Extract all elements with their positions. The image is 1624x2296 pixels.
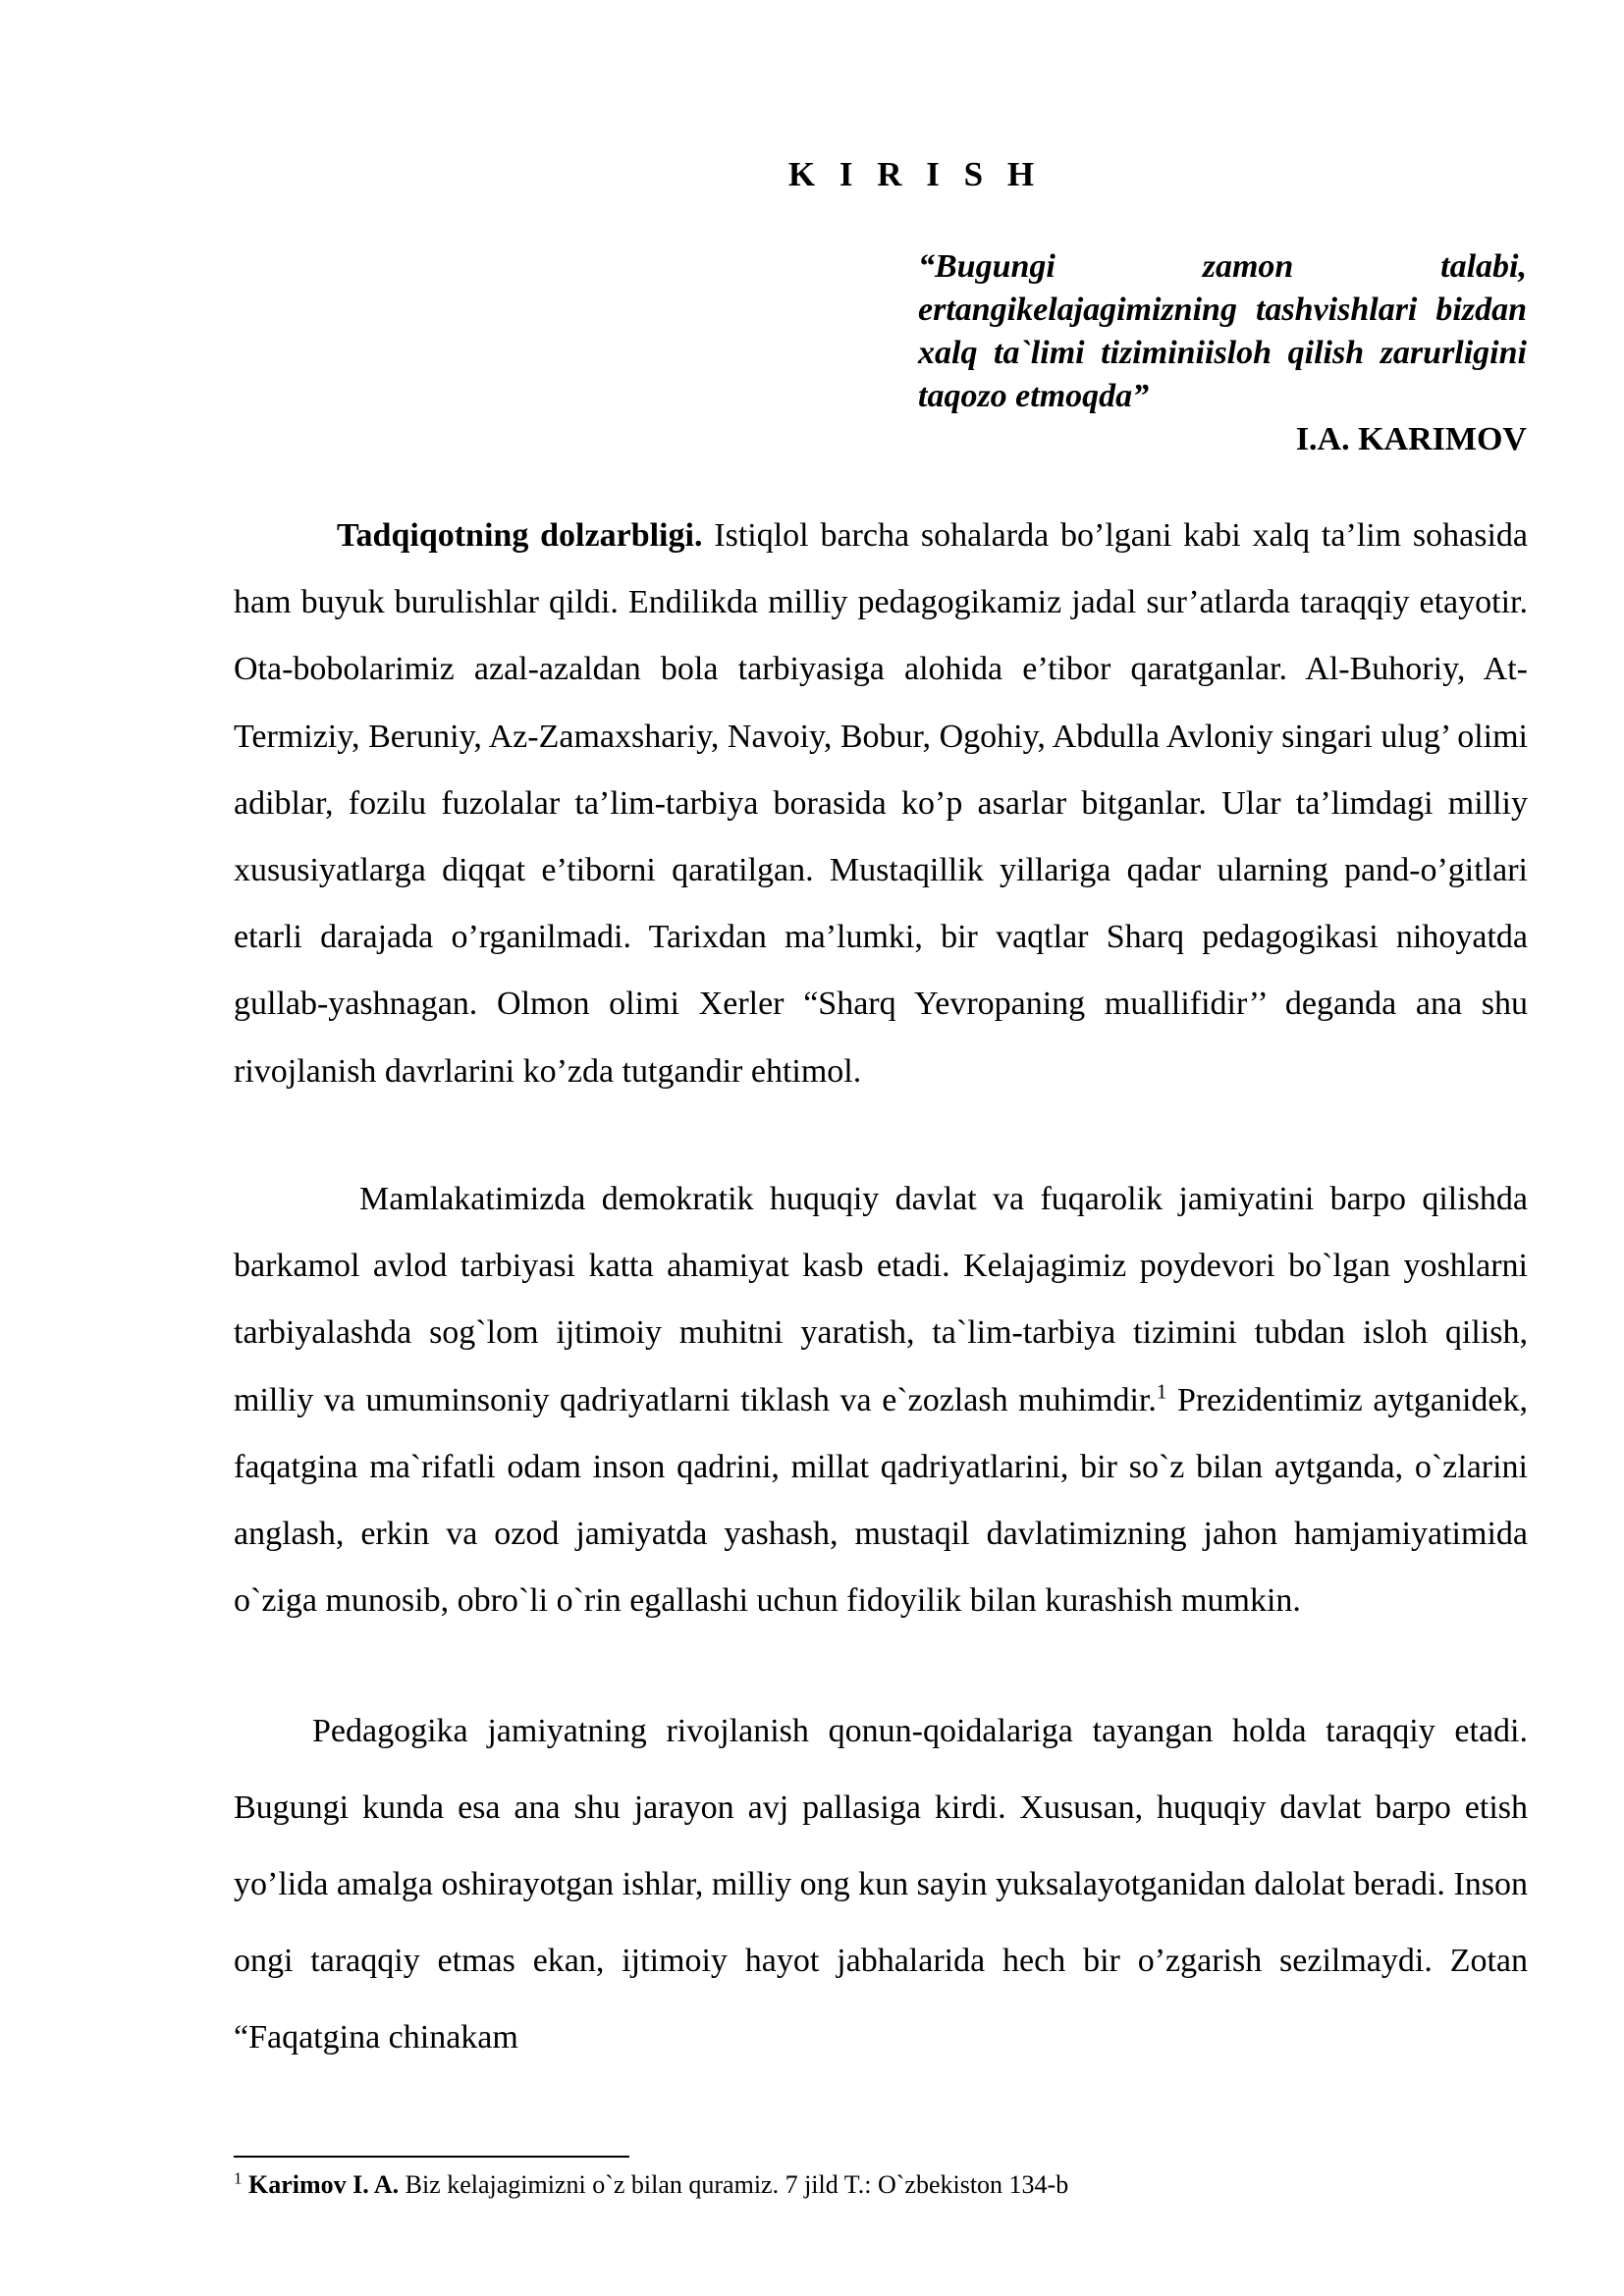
footnote-reference[interactable]: 1 [1156,1379,1167,1404]
epigraph-author: I.A. KARIMOV [1295,421,1527,457]
paragraph-text: Mamlakatimizda demokratik huquqiy davlat va fuqarolik jamiyatini barpo qilishda barkamol avlod tarbiyasi katta ahamiyat kasb etadi. Kelajagimiz poydevori bo`lgan yoshlarni tarbiyalashda sog`lom ijtimoiy muhitni yaratish, ta`lim-tarbiya tizimini tubdan isloh qilish, milliy va umuminsoniy qadriyatlarni tiklash va e`zozlash muhimdir. [234,1181,1528,1418]
paragraph-text: Istiqlol barcha sohalarda bo’lgani kabi xalq ta’lim sohasida ham buyuk burulishlar qildi. Endilikda milliy pedagogikamiz jadal sur’atlarda taraqqiy etayotir. Ota-bobolarimiz azal-azaldan bola tarbiyasiga alohida e’tibor qaratganlar. Al-Buhoriy, At-Termiziy, Beruniy, Az-Zamaxshariy, Navoiy, Bobur, Ogohiy, Abdulla Avloniy singari ulug’ olimi adiblar, fozilu fuzolalar ta’lim-tarbiya borasida ko’p asarlar bitganlar. Ular ta’limdagi milliy xususiyatlarga diqqat e’tiborni qaratilgan. Mustaqillik yillariga qadar ularning pand-o’gitlari etarli darajada o’rganilmadi. Tarixdan ma’lumki, bir vaqtlar Sharq pedagogikasi nihoyatda gullab-yashnagan. Olmon olimi Xerler “Sharq Yevropaning muallifidir’’ deganda ana shu rivojlanish davrlarini ko’zda tutgandir ehtimol. [234,517,1529,1090]
paragraph-democracy [234,1166,1528,1634]
footnote-author: Karimov I. A. [248,2170,400,2199]
epigraph-quote: “Bugungi zamon talabi, ertangikelajagimizning tashvishlari bizdan xalq ta`limi tiziminiisloh qilish zarurligini taqozo etmoqda” [918,248,1527,414]
paragraph-text-continued: Prezidentimiz aytganidek, faqatgina ma`rifatli odam inson qadrini, millat qadriyatlarini, bir so`z bilan aytganda, o`zlarini anglash, erkin va ozod jamiyatda yashash, mustaqil davlatimizning jahon hamjamiyatimida o`ziga munosib, obro`li o`rin egallashi uchun fidoyilik bilan kurashish mumkin. [234,1381,1529,1620]
footnote-separator [234,2156,629,2158]
paragraph-text: Pedagogika jamiyatning rivojlanish qonun-qoidalariga tayangan holda taraqqiy etadi. Bugungi kunda esa ana shu jarayon avj pallasiga kirdi. Xususan, huquqiy davlat barpo etish yo’lida amalga oshirayotgan ishlar, milliy ong kun sayin yuksalayotganidan dalolat beradi. Inson ongi taraqqiy etmas ekan, ijtimoiy hayot jabhalarida hech bir o’zgarish sezilmaydi. Zotan “Faqatgina chinakam [234,1713,1528,2056]
footnote [234,2169,1528,2201]
paragraph-pedagogy [234,1693,1528,2076]
section-heading: K I R I S H [787,155,1043,193]
footnote-text: Biz kelajagimizni o`z bilan quramiz. 7 jild T.: O`zbekiston 134-b [399,2170,1069,2199]
footnote-mark: 1 [234,2168,243,2188]
paragraph-lead-heading: Tadqiqotning dolzarbligi. [337,517,703,554]
paragraph-relevance [234,503,1528,1105]
epigraph [918,245,1527,461]
